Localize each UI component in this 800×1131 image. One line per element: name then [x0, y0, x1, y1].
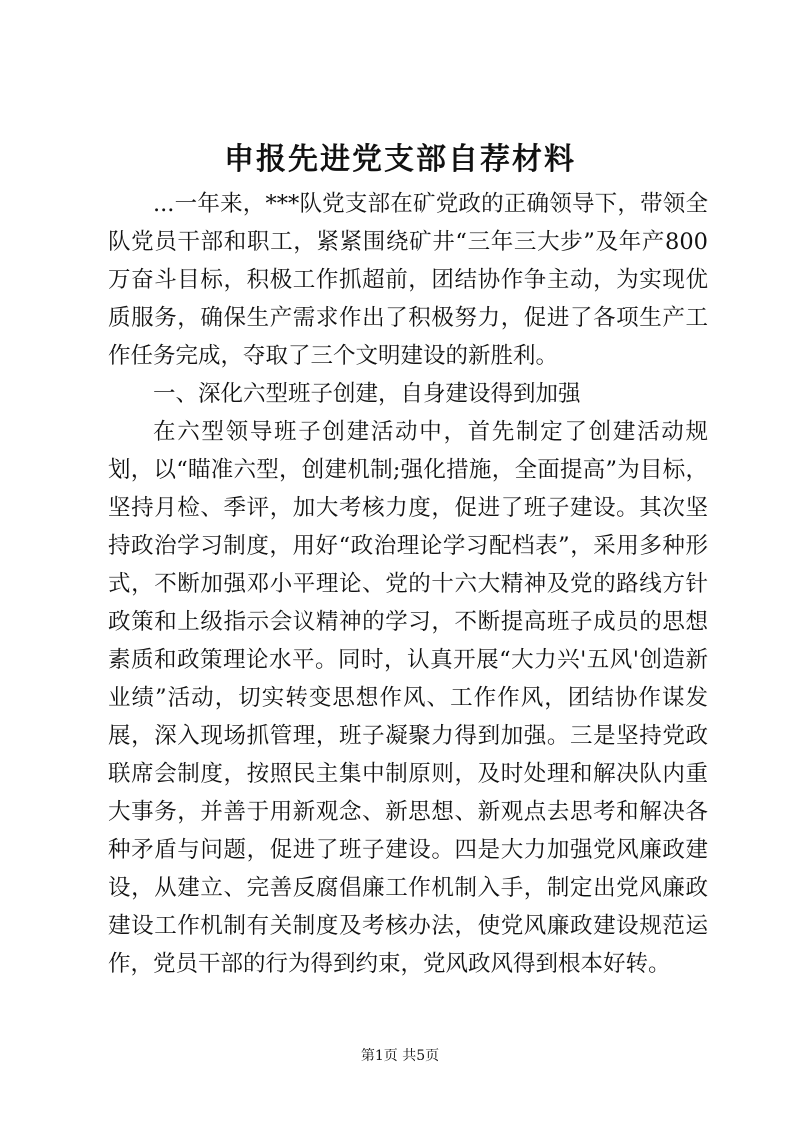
- section-heading: 一、深化六型班子创建，自身建设得到加强: [153, 381, 581, 407]
- document-title: 申报先进党支部自荐材料: [224, 142, 576, 177]
- page-footer: 第1页 共5页: [360, 1048, 440, 1064]
- paragraph-intro: ...一年来，***队党支部在矿党政的正确领导下，带领全队党员干部和职工，紧紧围绕矿井“三年三大步”及年产800万奋斗目标，积极工作抓超前，团结协作争主动，为实现优质服务，确保生产需求作出了积极努力，促进了各项生产工作任务完成，夺取了三个文明建设的新胜利。: [108, 191, 708, 369]
- document-body: [108, 185, 708, 983]
- paragraph-section-1: 在六型领导班子创建活动中，首先制定了创建活动规划，以“瞄准六型，创建机制;强化措施，全面提高”为目标，坚持月检、季评，加大考核力度，促进了班子建设。其次坚持政治学习制度，用好“政治理论学习配档表”，采用多种形式，不断加强邓小平理论、党的十六大精神及党的路线方针政策和上级指示会议精神的学习，不断提高班子成员的思想素质和政策理论水平。同时，认真开展“大力兴'五风'创造新业绩”活动，切实转变思想作风、工作作风，团结协作谋发展，深入现场抓管理，班子凝聚力得到加强。三是坚持党政联席会制度，按照民主集中制原则，及时处理和解决队内重大事务，并善于用新观念、新思想、新观点去思考和解决各种矛盾与问题，促进了班子建设。四是大力加强党风廉政建设，从建立、完善反腐倡廉工作机制入手，制定出党风廉政建设工作机制有关制度及考核办法，使党风廉政建设规范运作，党员干部的行为得到约束，党风政风得到根本好转。: [108, 419, 708, 977]
